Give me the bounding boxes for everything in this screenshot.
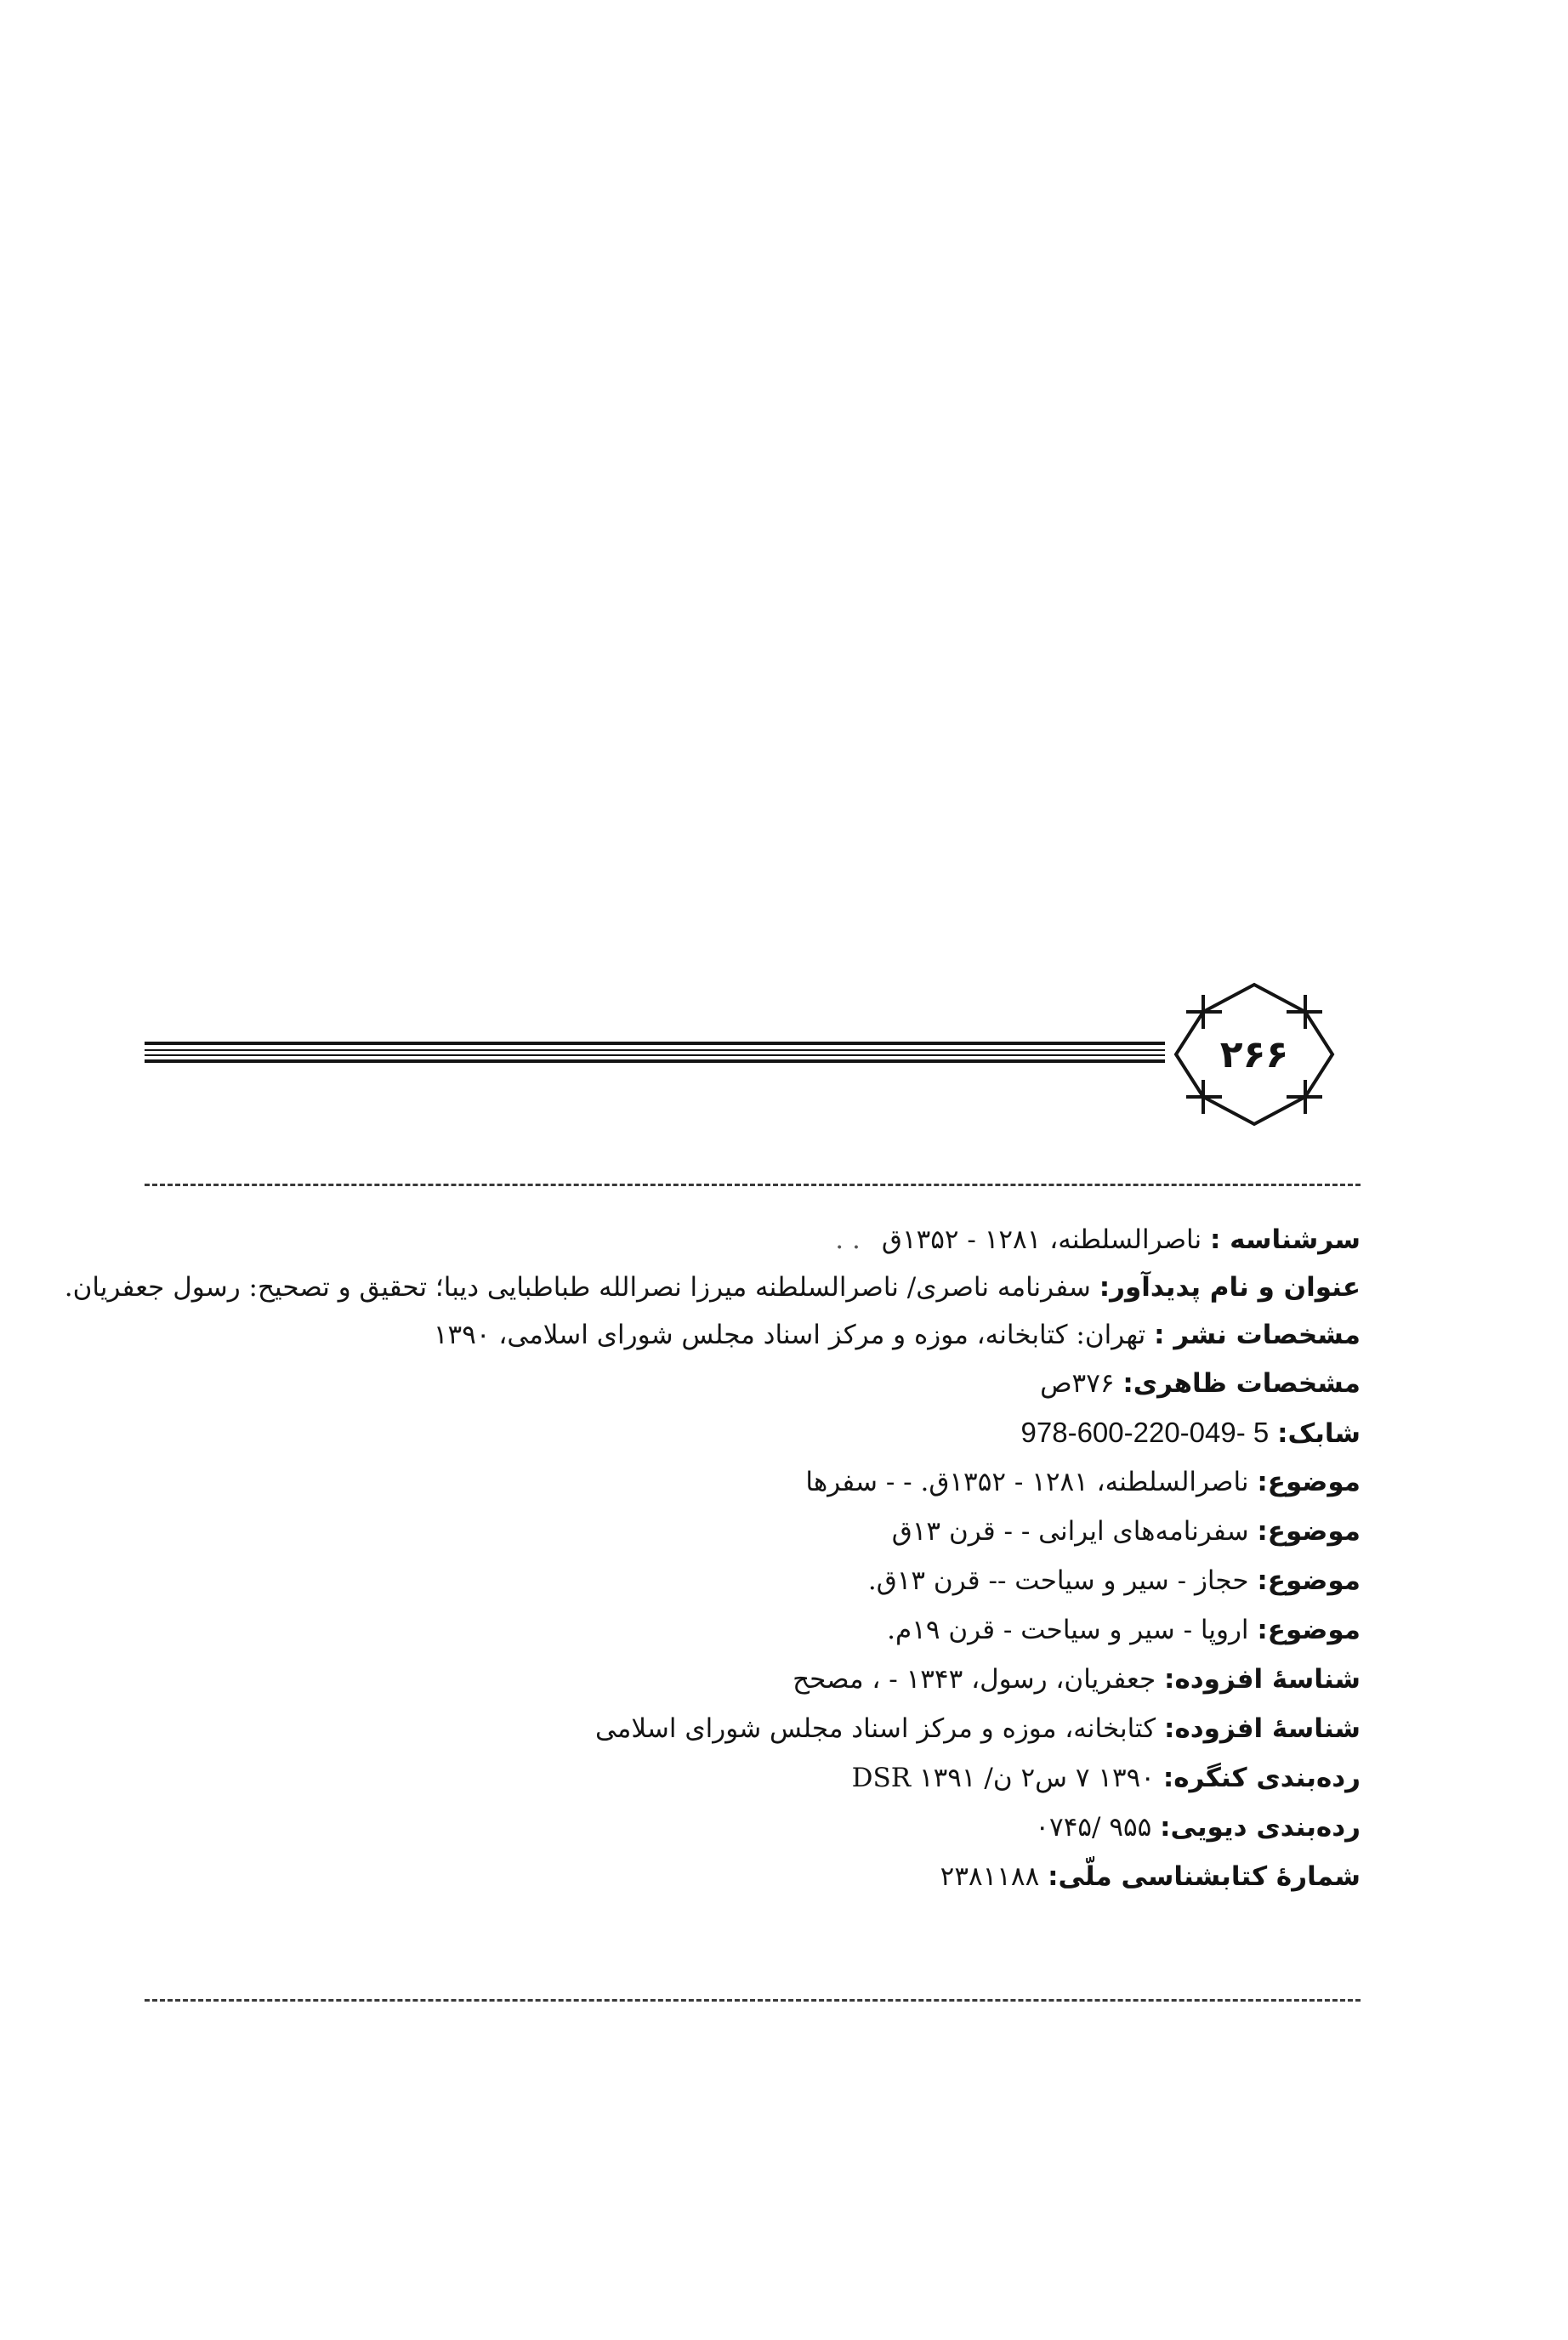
isbn-entry — [153, 1408, 1361, 1457]
page-number: ۲۶۶ — [1219, 1032, 1289, 1076]
heading-entry — [153, 1216, 1361, 1264]
subject-entry-2 — [153, 1507, 1361, 1556]
added-entry-value: جعفریان، رسول، ۱۳۴۳ - ، مصحح — [793, 1664, 1156, 1695]
added-entry-1 — [153, 1655, 1361, 1704]
national-bibliography-value: ۲۳۸۱۱۸۸ — [940, 1861, 1040, 1892]
header-rule-thick — [145, 1042, 1165, 1045]
subject-entry-value: اروپا - سیر و سیاحت - قرن ۱۹م. — [887, 1615, 1249, 1645]
national-bibliography-label: شمارهٔ کتابشناسی ملّی: — [1048, 1861, 1361, 1892]
title-entry — [64, 1264, 1361, 1311]
added-entry-label: شناسهٔ افزوده: — [1164, 1664, 1361, 1695]
subject-entry-value: ناصرالسلطنه، ۱۲۸۱ - ۱۳۵۲ق. - - سفرها — [805, 1467, 1249, 1497]
added-entry-2 — [153, 1704, 1361, 1753]
publication-entry — [153, 1311, 1361, 1359]
isbn-entry-value: 978-600-220-049- 5 — [1020, 1417, 1270, 1448]
subject-entry-label: موضوع: — [1257, 1467, 1361, 1497]
publication-entry-label: مشخصات نشر : — [1154, 1320, 1361, 1350]
subject-entry-value: سفرنامه‌های ایرانی - - قرن ۱۳ق — [891, 1516, 1249, 1547]
subject-entry-label: موضوع: — [1257, 1565, 1361, 1596]
header-rule-thin-1 — [145, 1049, 1165, 1051]
dewey-classification-label: رده‌بندی دیویی: — [1160, 1812, 1361, 1843]
lc-classification-entry — [153, 1753, 1361, 1803]
cataloging-in-publication-block — [64, 1216, 1361, 1901]
header-rule-thick-2 — [145, 1059, 1165, 1063]
bottom-dashed-separator — [145, 1999, 1361, 2002]
subject-entry-4 — [153, 1605, 1361, 1655]
title-entry-label: عنوان و نام پدیدآور: — [1099, 1272, 1361, 1303]
lc-classification-label: رده‌بندی کنگره: — [1162, 1763, 1361, 1793]
header-rule-thin-2 — [145, 1054, 1165, 1056]
stray-marks: . . — [835, 1224, 861, 1255]
publication-entry-value: تهران: کتابخانه، موزه و مرکز اسناد مجلس شورای اسلامی، ۱۳۹۰ — [433, 1320, 1146, 1350]
page-number-ornament — [1169, 978, 1339, 1131]
heading-entry-value: ناصرالسلطنه، ۱۲۸۱ - ۱۳۵۲ق — [881, 1224, 1202, 1255]
added-entry-label: شناسهٔ افزوده: — [1164, 1713, 1361, 1744]
subject-entry-label: موضوع: — [1257, 1615, 1361, 1645]
header-rules — [145, 1042, 1165, 1067]
physical-entry-label: مشخصات ظاهری: — [1122, 1368, 1361, 1399]
lc-classification-value: ۱۳۹۰ ۷ س۲ ن/ ۱۳۹۱ DSR — [851, 1763, 1155, 1793]
heading-entry-label: سرشناسه : — [1209, 1224, 1361, 1255]
physical-entry — [153, 1359, 1361, 1408]
added-entry-value: کتابخانه، موزه و مرکز اسناد مجلس شورای اسلامی — [594, 1713, 1156, 1744]
subject-entry-1 — [153, 1457, 1361, 1507]
physical-entry-value: ۳۷۶ص — [1040, 1368, 1115, 1399]
subject-entry-value: حجاز - سیر و سیاحت -- قرن ۱۳ق. — [867, 1565, 1249, 1596]
subject-entry-3 — [153, 1556, 1361, 1605]
title-entry-value: سفرنامه ناصری/ ناصرالسلطنه میرزا نصرالله طباطبایی دیبا؛ تحقیق و تصحیح: رسول جعفریان. — [64, 1272, 1091, 1303]
national-bibliography-entry — [153, 1852, 1361, 1901]
subject-entry-label: موضوع: — [1257, 1516, 1361, 1547]
isbn-entry-label: شابک: — [1277, 1418, 1361, 1449]
page-header — [145, 978, 1352, 1131]
top-dashed-separator — [145, 1184, 1361, 1186]
dewey-classification-value: ۹۵۵ /۰۷۴۵ — [1035, 1812, 1152, 1843]
dewey-classification-entry — [153, 1803, 1361, 1852]
